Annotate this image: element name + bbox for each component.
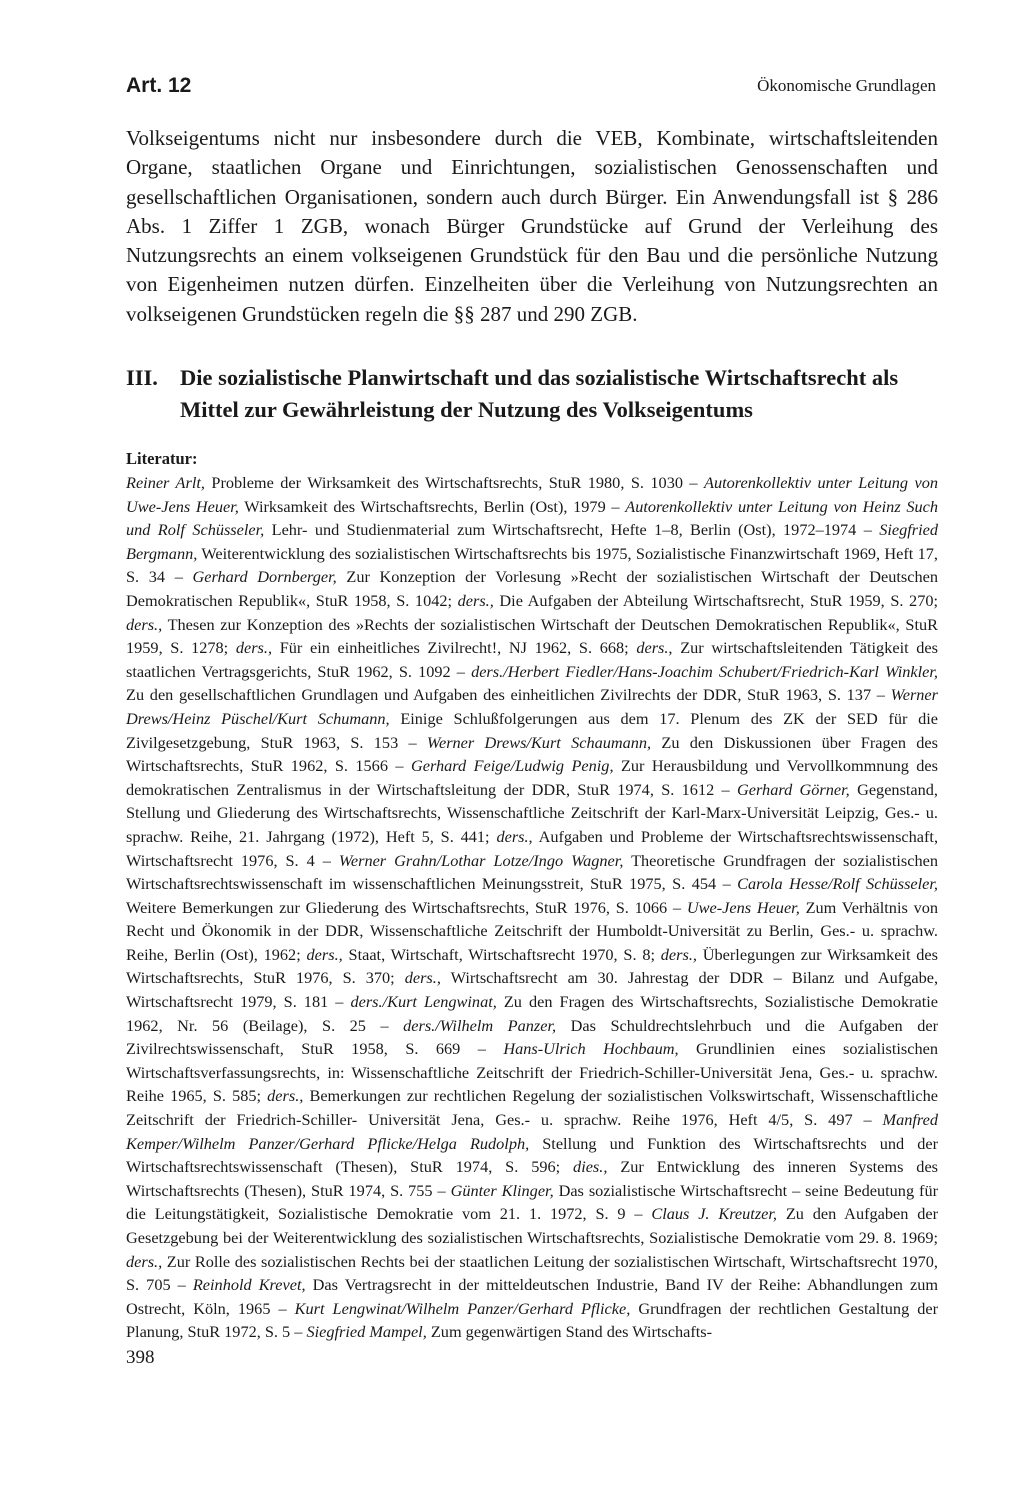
literature-title: Zu den Fragen des Wirtschaftsrechts, Sozialistische Demokratie 1962, Nr. 56 (Beilage), S. 25 – bbox=[126, 992, 939, 1035]
literature-author: Siegfried Bergmann, bbox=[126, 520, 939, 563]
literature-title: Weitere Bemerkungen zur Gliederung des Wirtschaftsrechts, StuR 1976, S. 1066 – bbox=[126, 897, 682, 917]
literature-author: ders., bbox=[496, 826, 533, 846]
literature-entry bbox=[458, 591, 938, 610]
literature-author: Werner Grahn/Lothar Lotze/Ingo Wagner, bbox=[338, 850, 624, 870]
literature-entry bbox=[126, 473, 698, 492]
literature-title: Bemerkungen zur rechtlichen Regelung der sozialistischen Volkswirtschaft, Wissenschaftliche Zeitschrift der Friedrich-Schiller- Universität Jena, Ges.- u. sprachw. Reihe 1976, Heft 4/5, S. 497 – bbox=[126, 1086, 939, 1130]
literature-author: Werner Drews/Heinz Püschel/Kurt Schumann, bbox=[126, 685, 938, 728]
literature-author: ders., bbox=[660, 944, 697, 964]
literature-author: ders., bbox=[235, 638, 273, 658]
literature-title: Einige Schlußfolgerungen aus dem 17. Plenum des ZK der SED für die Zivilgesetzgebung, StuR 1963, S. 153 – bbox=[126, 708, 938, 752]
literature-author: ders., bbox=[636, 638, 673, 658]
literature-title: Zur Herausbildung und Vervollkommnung des demokratischen Zentralismus in der Wirtschaftsleitung der DDR, StuR 1974, S. 1612 – bbox=[126, 756, 938, 799]
literature-author: Autorenkollektiv unter Leitung von Heinz Such und Rolf Schüsseler, bbox=[126, 496, 938, 540]
literature-author: ders./Kurt Lengwinat, bbox=[350, 992, 497, 1012]
literature-author: Kurt Lengwinat/Wilhelm Panzer/Gerhard Pflicke, bbox=[294, 1298, 631, 1318]
literature-title: Zur Rolle des sozialistischen Rechts bei der staatlichen Leitung der sozialistischen Wirtschaft, Wirtschaftsrecht 1970, S. 705 – bbox=[126, 1251, 938, 1295]
literature-title: Zu den gesellschaftlichen Grundlagen und Aufgaben des einheitlichen Zivilrechts der DDR, StuR 1963, S. 137 – bbox=[126, 685, 885, 705]
literature-author: Gerhard Görner, bbox=[737, 779, 850, 799]
literature-title: Thesen zur Konzeption des »Rechts der sozialistischen Wirtschaft der Deutschen Demokratischen Republik«, StuR 1959, S. 1278; bbox=[126, 614, 938, 658]
literature-title: Aufgaben und Probleme der Wirtschaftsrechtswissenschaft, Wirtschaftsrecht 1976, S. 4 – bbox=[126, 826, 939, 870]
literature-title: Lehr- und Studienmaterial zum Wirtschaftsrecht, Hefte 1–8, Berlin (Ost), 1972–1974 – bbox=[271, 520, 872, 540]
literature-title: Wirtschaftsrecht am 30. Jahrestag der DDR – Bilanz und Aufgabe, Wirtschaftsrecht 1979, S. 181 – bbox=[126, 968, 939, 1012]
literature-author: Gerhard Feige/Ludwig Penig, bbox=[410, 756, 614, 776]
article-label: Art. 12 bbox=[126, 74, 192, 97]
literature-title: Zur Entwicklung des inneren Systems des Wirtschaftsrechts (Thesen), StuR 1974, S. 755 – bbox=[126, 1157, 939, 1200]
literature-author: ders., bbox=[306, 944, 343, 964]
literature-author: Hans-Ulrich Hochbaum, bbox=[503, 1039, 679, 1059]
literature-author: Gerhard Dornberger, bbox=[192, 567, 337, 587]
literature-title: Staat, Wirtschaft, Wirtschaftsrecht 1970, S. 8; bbox=[348, 944, 655, 964]
literature-author: Carola Hesse/Rolf Schüsseler, bbox=[737, 874, 938, 894]
literature-title: Gegenstand, Stellung und Gliederung des Wirtschaftsrechts, Wissenschaftliche Zeitschrift der Karl-Marx-Universität Leipzig, Ges.- u. sprachw. Reihe, 21. Jahrgang (1972), Heft 5, S. 441; bbox=[126, 779, 939, 846]
literature-label: Literatur: bbox=[126, 449, 198, 468]
literature-title: Zu den Diskussionen über Fragen des Wirtschaftsrechts, StuR 1962, S. 1566 – bbox=[126, 732, 938, 776]
literature-author: Günter Klinger, bbox=[450, 1180, 554, 1200]
literature-title: Zum Verhältnis von Recht und Ökonomik in der DDR, Wissenschaftliche Zeitschrift der Humboldt-Universität zu Berlin, Ges.- u. sprachw. Reihe, Berlin (Ost), 1962; bbox=[126, 897, 938, 964]
literature-author: ders./Herbert Fiedler/Hans-Joachim Schubert/Friedrich-Karl Winkler, bbox=[471, 661, 938, 681]
literature-title: Zu den Aufgaben der Gesetzgebung bei der Weiterentwicklung des sozialistischen Wirtschaftsrechts, Sozialistische Demokratie vom 29. 8. 1969; bbox=[126, 1204, 939, 1247]
literature-title: Stellung und Funktion des Wirtschaftsrechts und der Wirtschaftsrechtswissenschaft (Thesen), StuR 1974, S. 596; bbox=[126, 1133, 938, 1177]
literature-title: Das Vertragsrecht in der mitteldeutschen Industrie, Band IV der Reihe: Abhandlungen zum Ostrecht, Köln, 1965 – bbox=[126, 1275, 939, 1318]
literature-title: Überlegungen zur Wirksamkeit des Wirtschaftsrechts, StuR 1976, S. 370; bbox=[126, 944, 938, 988]
literature-entry bbox=[236, 638, 629, 657]
literature-title: Probleme der Wirksamkeit des Wirtschaftsrechts, StuR 1980, S. 1030 – bbox=[211, 473, 698, 492]
literature-author: ders./Wilhelm Panzer, bbox=[403, 1015, 557, 1035]
running-head: Ökonomische Grundlagen bbox=[757, 76, 936, 95]
literature-author: Manfred Kemper/Wilhelm Panzer/Gerhard Pflicke/Helga Rudolph, bbox=[126, 1110, 938, 1153]
literature-author: Werner Drews/Kurt Schaumann, bbox=[426, 732, 652, 752]
literature-author: Claus J. Kreutzer, bbox=[651, 1204, 777, 1224]
literature-title: Grundfragen der rechtlichen Gestaltung der Planung, StuR 1972, S. 5 – bbox=[126, 1298, 939, 1342]
literature-entry bbox=[307, 945, 655, 964]
body-paragraph: Volkseigentums nicht nur insbesondere durch die VEB, Kombinate, wirtschaftsleitenden Organe, staatlichen Organe und Einrichtungen, sozialistischen Genossenschaften und gesellschaftlichen Organisationen, sondern auch durch Bürger. Ein Anwendungsfall ist § 286 Abs. 1 Ziffer 1 ZGB, wonach Bürger Grundstücke auf Grund der Verleihung des Nutzungsrechts an einem volkseigenen Grundstück für den Bau und die persönliche Nutzung von Eigenheimen nutzen dürfen. Einzelheiten über die Verleihung von Nutzungsrechten an volkseigenen Grundstücken regeln die §§ 287 und 290 ZGB. bbox=[126, 126, 938, 326]
literature-author: Uwe-Jens Heuer, bbox=[686, 897, 800, 917]
literature-title: Zur Konzeption der Vorlesung »Recht der sozialistischen Wirtschaft der Deutschen Demokratischen Republik«, StuR 1958, S. 1042; bbox=[126, 567, 938, 610]
section-heading bbox=[126, 362, 938, 426]
literature-author: ders., bbox=[267, 1086, 304, 1106]
literature-author: ders., bbox=[126, 1251, 163, 1271]
literature-author: Siegfried Mampel, bbox=[306, 1322, 427, 1342]
section-number: III. bbox=[126, 365, 158, 390]
literature-author: Reinhold Krevet, bbox=[192, 1275, 306, 1295]
literature-title: Wirksamkeit des Wirtschaftsrechts, Berlin (Ost), 1979 – bbox=[244, 496, 620, 516]
literature-title: Das Schuldrechtslehrbuch und die Aufgaben der Zivilrechtswissenschaft, StuR 1958, S. 669 – bbox=[126, 1015, 939, 1059]
literature-author: Reiner Arlt, bbox=[126, 473, 205, 492]
literature-title: Weiterentwicklung des sozialistischen Wirtschaftsrechts bis 1975, Sozialistische Finanzwirtschaft 1969, Heft 17, S. 34 – bbox=[126, 543, 938, 587]
literature-author: Autorenkollektiv unter Leitung von Uwe-Jens Heuer, bbox=[126, 473, 938, 516]
literature-author: ders., bbox=[404, 968, 441, 988]
literature-title: Grundlinien eines sozialistischen Wirtschaftsverfassungsrechts, in: Wissenschaftliche Zeitschrift der Friedrich-Schiller-Universität Jena, Ges.- u. sprachw. Reihe 1965, S. 585; bbox=[126, 1039, 938, 1106]
literature-list bbox=[126, 471, 938, 1344]
section-title: Die sozialistische Planwirtschaft und das sozialistische Wirtschaftsrecht als Mittel zur Gewährleistung der Nutzung des Volkseigentums bbox=[180, 365, 899, 422]
literature-title: Zur wirtschaftsleitenden Tätigkeit des staatlichen Vertragsgerichts, StuR 1962, S. 1092 – bbox=[126, 638, 938, 681]
literature-title: Für ein einheitliches Zivilrecht!, NJ 1962, S. 668; bbox=[279, 638, 629, 658]
literature-title: Die Aufgaben der Abteilung Wirtschaftsrecht, StuR 1959, S. 270; bbox=[499, 590, 939, 610]
literature-author: ders., bbox=[126, 614, 163, 634]
literature-entry bbox=[307, 1322, 713, 1341]
literature-title: Theoretische Grundfragen der sozialistischen Wirtschaftsrechtswissenschaft im wissenschaftlichen Meinungsstreit, StuR 1975, S. 454 – bbox=[126, 850, 938, 894]
literature-title: Das sozialistische Wirtschaftsrecht – seine Bedeutung für die Leitungstätigkeit, Sozialistische Demokratie vom 21. 1. 1972, S. 9 – bbox=[126, 1180, 938, 1224]
literature-title: Zum gegenwärtigen Stand des Wirtschafts- bbox=[430, 1322, 713, 1342]
literature-author: dies., bbox=[573, 1157, 608, 1177]
literature-author: ders., bbox=[457, 590, 494, 610]
page-number: 398 bbox=[126, 1347, 155, 1368]
